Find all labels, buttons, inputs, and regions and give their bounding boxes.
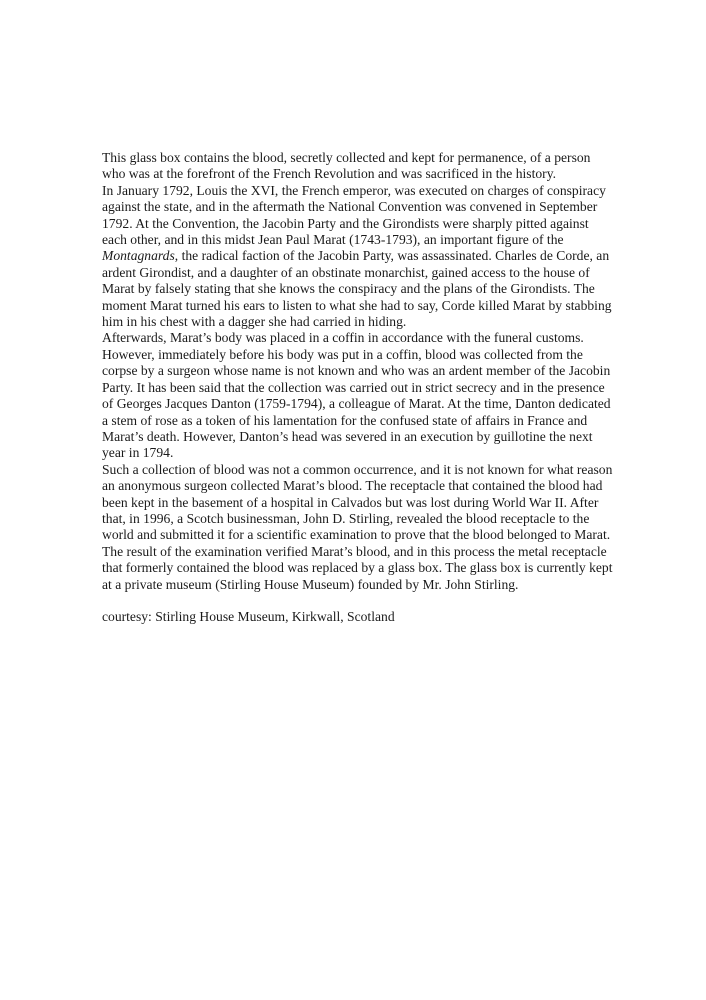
- paragraph-receptacle-history: Such a collection of blood was not a common occurrence, and it is not known for what reason an anonymous surgeon collected Marat’s blood. The receptacle that contained the blood had been kept in the basement of a hospital in Calvados but was lost during World War II. After that, in 1996, a Scotch businessman, John D. Stirling, revealed the blood receptacle to the world and submitted it for a scientific examination to prove that the blood belonged to Marat. The result of the examination verified Marat’s blood, and in this process the metal receptacle that formerly contained the blood was replaced by a glass box. The glass box is currently kept at a private museum (Stirling House Museum) founded by Mr. John Stirling.: [102, 461, 613, 592]
- paragraph-assassination-text-start: In January 1792, Louis the XVI, the French emperor, was executed on charges of conspiracy against the state, and in the aftermath the National Convention was convened in September 1792. At the Convention, the Jacobin Party and the Girondists were sharply pitted against each other, and in this midst Jean Paul Marat (1743-1793), an important figure of the: [102, 182, 606, 248]
- paragraph-assassination-text-end: , the radical faction of the Jacobin Party, was assassinated. Charles de Corde, an ardent Girondist, and a daughter of an obstinate monarchist, gained access to the house of Marat by falsely stating that she knows the conspiracy and the plans of the Girondists. The moment Marat turned his ears to listen to what she had to say, Corde killed Marat by stabbing him in his chest with a dagger she had carried in hiding.: [102, 248, 612, 330]
- paragraph-intro: This glass box contains the blood, secretly collected and kept for permanence, of a person who was at the forefront of the French Revolution and was sacrificed in the history.: [102, 150, 591, 182]
- paragraph-blood-collection: Afterwards, Marat’s body was placed in a coffin in accordance with the funeral customs. However, immediately before his body was put in a coffin, blood was collected from the corpse by a surgeon whose name is not known and who was an ardent member of the Jacobin Party. It has been said that the collection was carried out in strict secrecy and in the presence of Georges Jacques Danton (1759-1794), a colleague of Marat. At the time, Danton dedicated a stem of rose as a token of his lamentation for the confused state of affairs in France and Marat’s death. However, Danton’s head was severed in an execution by guillotine the next year in 1794.: [102, 330, 611, 461]
- document-body: [102, 150, 614, 626]
- paragraph-assassination: [102, 183, 614, 331]
- courtesy-credit: courtesy: Stirling House Museum, Kirkwall, Scotland: [102, 609, 395, 625]
- montagnards-italic-term: Montagnards: [102, 248, 175, 264]
